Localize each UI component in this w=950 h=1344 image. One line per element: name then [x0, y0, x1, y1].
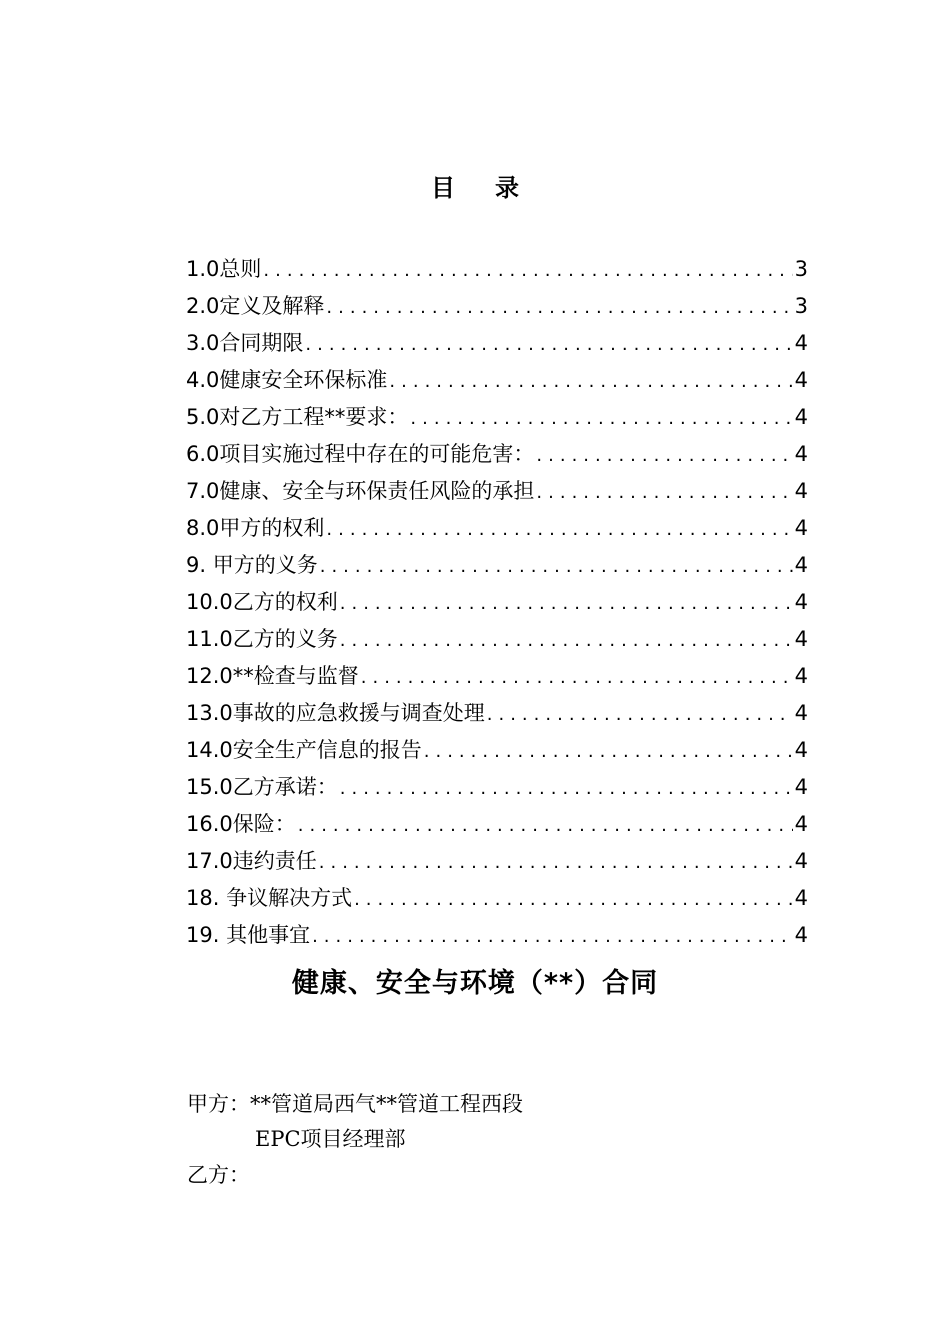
toc-entry-page-number: 4 [794, 331, 808, 355]
toc-entry-label: 18. 争议解决方式 [186, 886, 353, 910]
toc-dot-leader [319, 844, 793, 881]
toc-entry-label: 7.0健康、安全与环保责任风险的承担 [186, 479, 535, 503]
toc-dot-leader [340, 622, 793, 659]
toc-entry-page-number: 4 [794, 701, 808, 725]
toc-entry-page-number: 4 [794, 368, 808, 392]
toc-entry-label: 4.0健康安全环保标准 [186, 368, 388, 392]
contract-title: 健康、安全与环境（**）合同 [291, 968, 659, 999]
toc-entry-page-number: 4 [794, 627, 808, 651]
toc-entry-page-number: 4 [794, 553, 808, 577]
toc-entry[interactable] [186, 806, 808, 843]
toc-dot-leader [536, 474, 792, 511]
party-b-line: 乙方： [187, 1163, 250, 1187]
toc-dot-leader [424, 733, 793, 770]
toc-dot-leader [326, 511, 792, 548]
toc-entry[interactable] [186, 917, 808, 954]
toc-dot-leader [389, 363, 792, 400]
toc-entry[interactable] [186, 288, 808, 325]
toc-dot-leader [340, 585, 793, 622]
toc-dot-leader [320, 548, 793, 585]
toc-dot-leader [312, 918, 793, 955]
toc-entry[interactable] [186, 695, 808, 732]
toc-entry-label: 6.0项目实施过程中存在的可能危害： [186, 442, 535, 466]
toc-entry[interactable] [186, 843, 808, 880]
toc-entry[interactable] [186, 399, 808, 436]
toc-entry-label: 9. 甲方的义务 [186, 553, 318, 577]
toc-dot-leader [410, 400, 792, 437]
toc-entry-page-number: 4 [794, 886, 808, 910]
toc-title: 目录 [431, 174, 559, 202]
toc-entry-label: 5.0对乙方工程**要求： [186, 405, 409, 429]
toc-entry-page-number: 3 [794, 294, 808, 318]
toc-entry[interactable] [186, 547, 808, 584]
toc-entry-page-number: 4 [794, 516, 808, 540]
toc-entry-label: 17.0违约责任 [186, 849, 317, 873]
toc-entry-page-number: 4 [794, 479, 808, 503]
toc-entry-label: 2.0定义及解释 [186, 294, 325, 318]
toc-entry-page-number: 4 [794, 775, 808, 799]
toc-dot-leader [340, 770, 793, 807]
toc-entry-label: 15.0乙方承诺： [186, 775, 338, 799]
toc-dot-leader [263, 252, 792, 289]
toc-entry[interactable] [186, 325, 808, 362]
toc-entry-label: 8.0甲方的权利 [186, 516, 325, 540]
table-of-contents [186, 251, 808, 954]
toc-entry-page-number: 4 [794, 923, 808, 947]
party-a-line-continued: EPC项目经理部 [255, 1127, 406, 1151]
party-a-line: 甲方：**管道局西气**管道工程西段 [187, 1092, 523, 1116]
toc-entry-label: 12.0**检查与监督 [186, 664, 359, 688]
toc-entry-page-number: 4 [794, 442, 808, 466]
toc-entry[interactable] [186, 510, 808, 547]
toc-dot-leader [305, 326, 792, 363]
toc-entry[interactable] [186, 732, 808, 769]
toc-entry-page-number: 4 [794, 738, 808, 762]
toc-dot-leader [536, 437, 792, 474]
toc-entry-page-number: 4 [794, 405, 808, 429]
toc-entry-page-number: 4 [794, 590, 808, 614]
toc-entry[interactable] [186, 658, 808, 695]
toc-dot-leader [487, 696, 793, 733]
toc-entry[interactable] [186, 473, 808, 510]
toc-entry-label: 13.0事故的应急救援与调查处理 [186, 701, 485, 725]
toc-entry[interactable] [186, 251, 808, 288]
toc-entry[interactable] [186, 621, 808, 658]
toc-entry[interactable] [186, 769, 808, 806]
toc-entry-label: 11.0乙方的义务 [186, 627, 338, 651]
toc-entry-label: 16.0保险： [186, 812, 296, 836]
toc-entry[interactable] [186, 584, 808, 621]
toc-entry-page-number: 4 [794, 664, 808, 688]
toc-entry[interactable] [186, 880, 808, 917]
toc-entry-label: 3.0合同期限 [186, 331, 304, 355]
toc-dot-leader [326, 289, 792, 326]
toc-entry-page-number: 4 [794, 849, 808, 873]
toc-entry-page-number: 4 [794, 812, 808, 836]
toc-entry-page-number: 3 [794, 257, 808, 281]
toc-entry[interactable] [186, 362, 808, 399]
toc-dot-leader [298, 807, 793, 844]
toc-entry-label: 1.0总则 [186, 257, 262, 281]
toc-entry[interactable] [186, 436, 808, 473]
toc-dot-leader [361, 659, 793, 696]
toc-dot-leader [354, 881, 793, 918]
toc-entry-label: 10.0乙方的权利 [186, 590, 338, 614]
toc-entry-label: 19. 其他事宜 [186, 923, 311, 947]
toc-entry-label: 14.0安全生产信息的报告 [186, 738, 422, 762]
